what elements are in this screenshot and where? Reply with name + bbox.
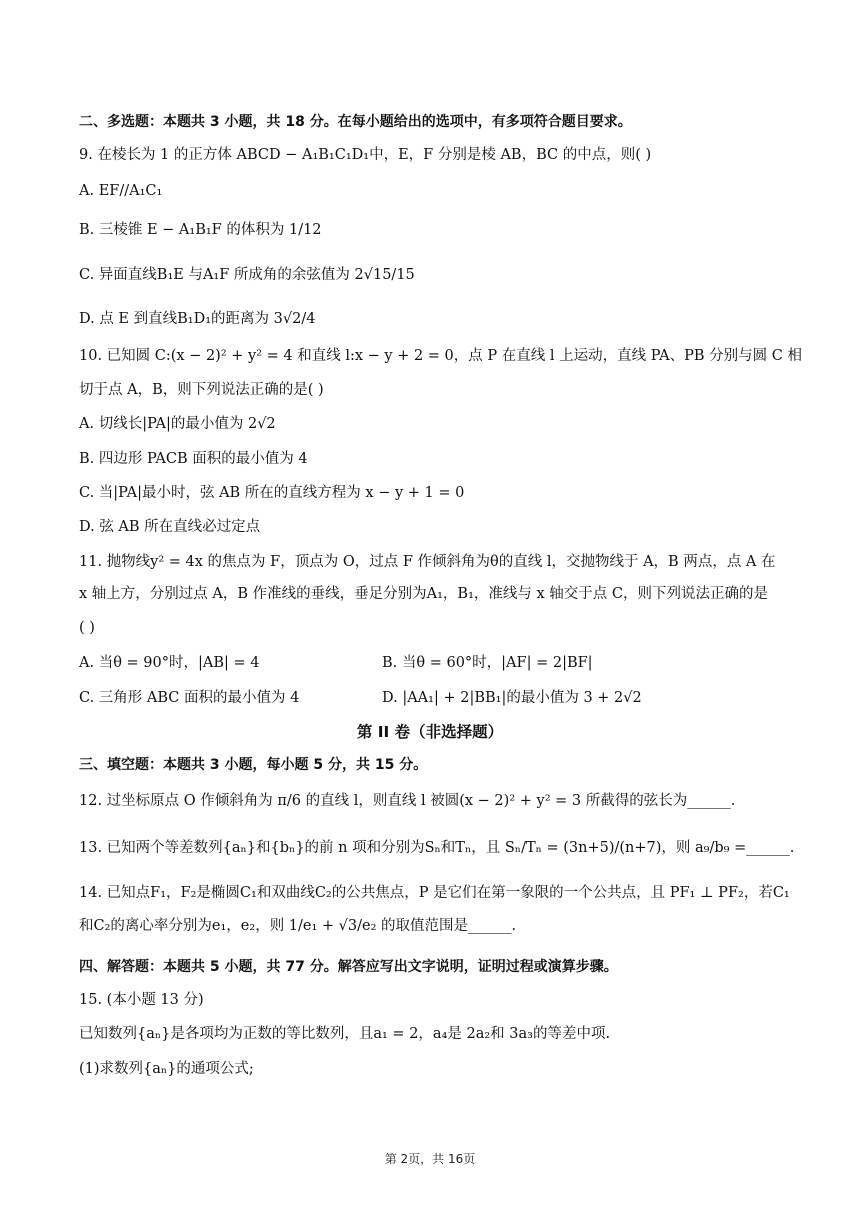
- q10-stem-line2: 切于点 A，B，则下列说法正确的是( ): [79, 382, 324, 398]
- q11-option-c: C. 三角形 ABC 面积的最小值为 4: [79, 690, 300, 706]
- q9-option-d: D. 点 E 到直线B₁D₁的距离为 3√2/4: [79, 311, 316, 327]
- q14-text-line2: 和C₂的离心率分别为e₁，e₂，则 1/e₁ + √3/e₂ 的取值范围是______.: [79, 918, 517, 934]
- q11-option-a: A. 当θ = 90°时，|AB| = 4: [79, 655, 260, 671]
- q14-text-line1: 14. 已知点F₁，F₂是椭圆C₁和双曲线C₂的公共焦点，P 是它们在第一象限的一个公共点，且 PF₁ ⊥ PF₂，若C₁: [79, 885, 790, 901]
- q11-stem-line2: x 轴上方，分别过点 A，B 作准线的垂线，垂足分别为A₁，B₁，准线与 x 轴交于点 C，则下列说法正确的是: [79, 586, 768, 602]
- q11-stem-line1: 11. 抛物线y² = 4x 的焦点为 F，顶点为 O，过点 F 作倾斜角为θ的直线 l，交抛物线于 A，B 两点，点 A 在: [79, 554, 776, 570]
- q9-option-b: B. 三棱锥 E − A₁B₁F 的体积为 1/12: [79, 222, 322, 238]
- section2-heading: 二、多选题：本题共 3 小题，共 18 分。在每小题给出的选项中，有多项符合题目要求。: [79, 114, 632, 130]
- q10-stem-line1: 10. 已知圆 C:(x − 2)² + y² = 4 和直线 l:x − y + 2 = 0，点 P 在直线 l 上运动，直线 PA、PB 分别与圆 C 相: [79, 348, 802, 364]
- q10-option-a: A. 切线长|PA|的最小值为 2√2: [79, 416, 276, 432]
- q12-text: 12. 过坐标原点 O 作倾斜角为 π/6 的直线 l，则直线 l 被圆(x − 2)² + y² = 3 所截得的弦长为______.: [79, 793, 736, 809]
- q11-option-d: D. |AA₁| + 2|BB₁|的最小值为 3 + 2√2: [382, 690, 642, 706]
- q15-title: 15. (本小题 13 分): [79, 992, 204, 1008]
- page-footer: 第 2页，共 16页: [384, 1152, 476, 1166]
- q11-option-b: B. 当θ = 60°时，|AF| = 2|BF|: [382, 655, 593, 671]
- part2-title: 第 II 卷（非选择题）: [356, 723, 504, 741]
- q13-text: 13. 已知两个等差数列{aₙ}和{bₙ}的前 n 项和分别为Sₙ和Tₙ，且 Sₙ/Tₙ = (3n+5)/(n+7)，则 a₉/b₉ =______.: [79, 840, 795, 856]
- q10-option-d: D. 弦 AB 所在直线必过定点: [79, 519, 261, 535]
- section4-heading: 四、解答题：本题共 5 小题，共 77 分。解答应写出文字说明，证明过程或演算步骤。: [79, 959, 618, 975]
- section3-heading: 三、填空题：本题共 3 小题，每小题 5 分，共 15 分。: [79, 757, 428, 773]
- q15-stem: 已知数列{aₙ}是各项均为正数的等比数列，且a₁ = 2，a₄是 2a₂和 3a₃的等差中项.: [79, 1026, 611, 1042]
- q9-option-c: C. 异面直线B₁E 与A₁F 所成角的余弦值为 2√15/15: [79, 267, 415, 283]
- q9-option-a: A. EF//A₁C₁: [79, 183, 163, 199]
- q10-option-b: B. 四边形 PACB 面积的最小值为 4: [79, 451, 308, 467]
- q15-part1: (1)求数列{aₙ}的通项公式;: [79, 1061, 254, 1077]
- q11-stem-line3: ( ): [79, 620, 95, 636]
- q9-stem: 9. 在棱长为 1 的正方体 ABCD − A₁B₁C₁D₁中，E，F 分别是棱 AB，BC 的中点，则( ): [79, 147, 652, 163]
- q10-option-c: C. 当|PA|最小时，弦 AB 所在的直线方程为 x − y + 1 = 0: [79, 485, 465, 501]
